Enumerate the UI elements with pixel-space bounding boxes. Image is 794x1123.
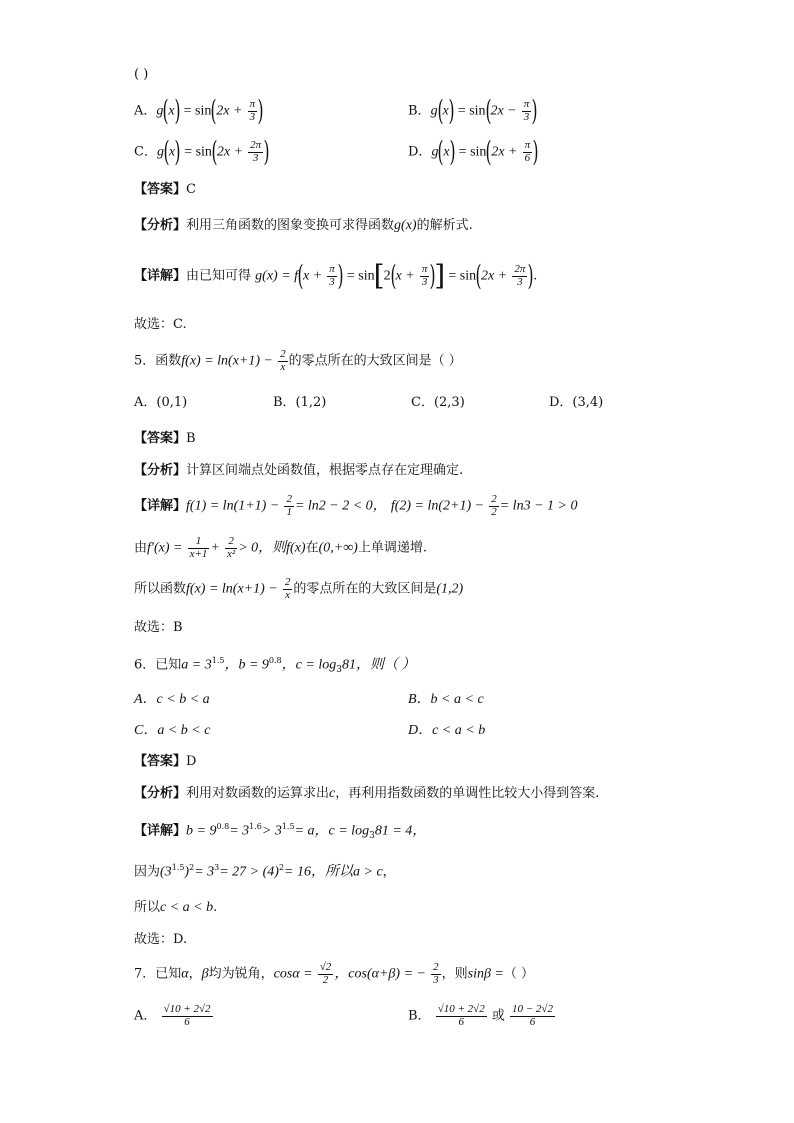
- q6-detail-line1: 【详解】$b = 9^{0.8}= 3^{1.6}> 3^{1.5}= a$，$c = \log_381 = 4$，: [134, 822, 427, 841]
- q5-analysis: 【分析】计算区间端点处函数值，根据零点存在定理确定.: [134, 463, 464, 478]
- q5-detail-line1: 【详解】f(1) = ln(1+1) − $\frac{2}{1}$ = ln2 − 2 < 0， f(2) = ln(2+1) − $\frac{2}{2}$ = ln3 − 1 > 0: [134, 493, 578, 518]
- q4-option-d: D．g(x) = sin(2x + $\frac{\pi}{6}$ ): [408, 135, 539, 168]
- q6-answer: 【答案】D: [134, 754, 197, 769]
- q5-answer: 【答案】B: [134, 431, 196, 446]
- q6-option-d: D．c < a < b: [408, 723, 486, 738]
- q6-stem: 6．已知$a = 3^{1.5}$，$b = 9^{0.8}$，$c = \log_381$，则（ ）: [134, 656, 416, 675]
- q4-paren: ( ): [134, 67, 149, 82]
- q5-option-b: B．(1,2): [273, 395, 327, 410]
- q5-stem: 5．函数f(x) = ln(x+1) − $\frac{2}{x}$ 的零点所在的大致区间是（ ）: [134, 348, 462, 373]
- q6-analysis: 【分析】利用对数函数的运算求出c，再利用指数函数的单调性比较大小得到答案.: [134, 786, 600, 801]
- q4-option-c: C．g(x) = sin(2x + $\frac{2\pi}{3}$ ): [134, 135, 270, 168]
- q4-option-a: A．g(x) = sin(2x + $\frac{\pi}{3}$ ): [134, 94, 264, 127]
- q6-detail-line3: 所以c < a < b.: [134, 900, 218, 915]
- q6-option-c: C．a < b < c: [134, 723, 211, 738]
- q4-answer: 【答案】C: [134, 182, 196, 197]
- q6-detail-line2: 因为$(3^{1.5})^2= 3^3= 27 > (4)^2= 16$，所以a > c，: [134, 863, 396, 880]
- q4-choice: 故选：C.: [134, 317, 187, 332]
- q6-choice: 故选：D.: [134, 932, 188, 947]
- q5-detail-line3: 所以函数f(x) = ln(x+1) − $\frac{2}{x}$ 的零点所在的大致区间是(1,2): [134, 576, 464, 601]
- q5-detail-line2: 由f′(x) = $\frac{1}{x+1}$ + $\frac{2}{\text{x²}}$ > 0，则f(x)在(0,+∞)上单调递增.: [134, 535, 427, 560]
- q7-option-b: B． $\frac{√10 + 2√2}{6}$ 或 $\frac{10 - 2√2}{6}$: [408, 1003, 553, 1028]
- q6-option-a: A．c < b < a: [134, 692, 210, 707]
- q5-option-c: C．(2,3): [411, 395, 465, 410]
- q6-option-b: B．b < a < c: [408, 692, 484, 707]
- q4-analysis: 【分析】利用三角函数的图象变换可求得函数g(x)的解析式.: [134, 218, 473, 233]
- q5-choice: 故选：B: [134, 620, 183, 635]
- q5-option-a: A．(0,1): [134, 395, 188, 410]
- q5-option-d: D．(3,4): [549, 395, 604, 410]
- q4-detail: 【详解】由已知可得 g(x) = f(x + $\frac{\pi}{3}$ ) = sin[2(x + $\frac{\pi}{3}$ )] = sin(2x + $\frac{2\pi}{3}$ ).: [134, 259, 538, 292]
- q7-option-a: A． $\frac{√10 + 2√2}{6}$: [134, 1003, 211, 1028]
- q4-option-b: B．g(x) = sin(2x − $\frac{\pi}{3}$ ): [408, 94, 538, 127]
- q7-stem: 7．已知α，β均为锐角，cosα = $\frac{√2}{2}$ ，cos(α+β) = − $\frac{2}{3}$ ，则sinβ =（ ）: [134, 961, 535, 986]
